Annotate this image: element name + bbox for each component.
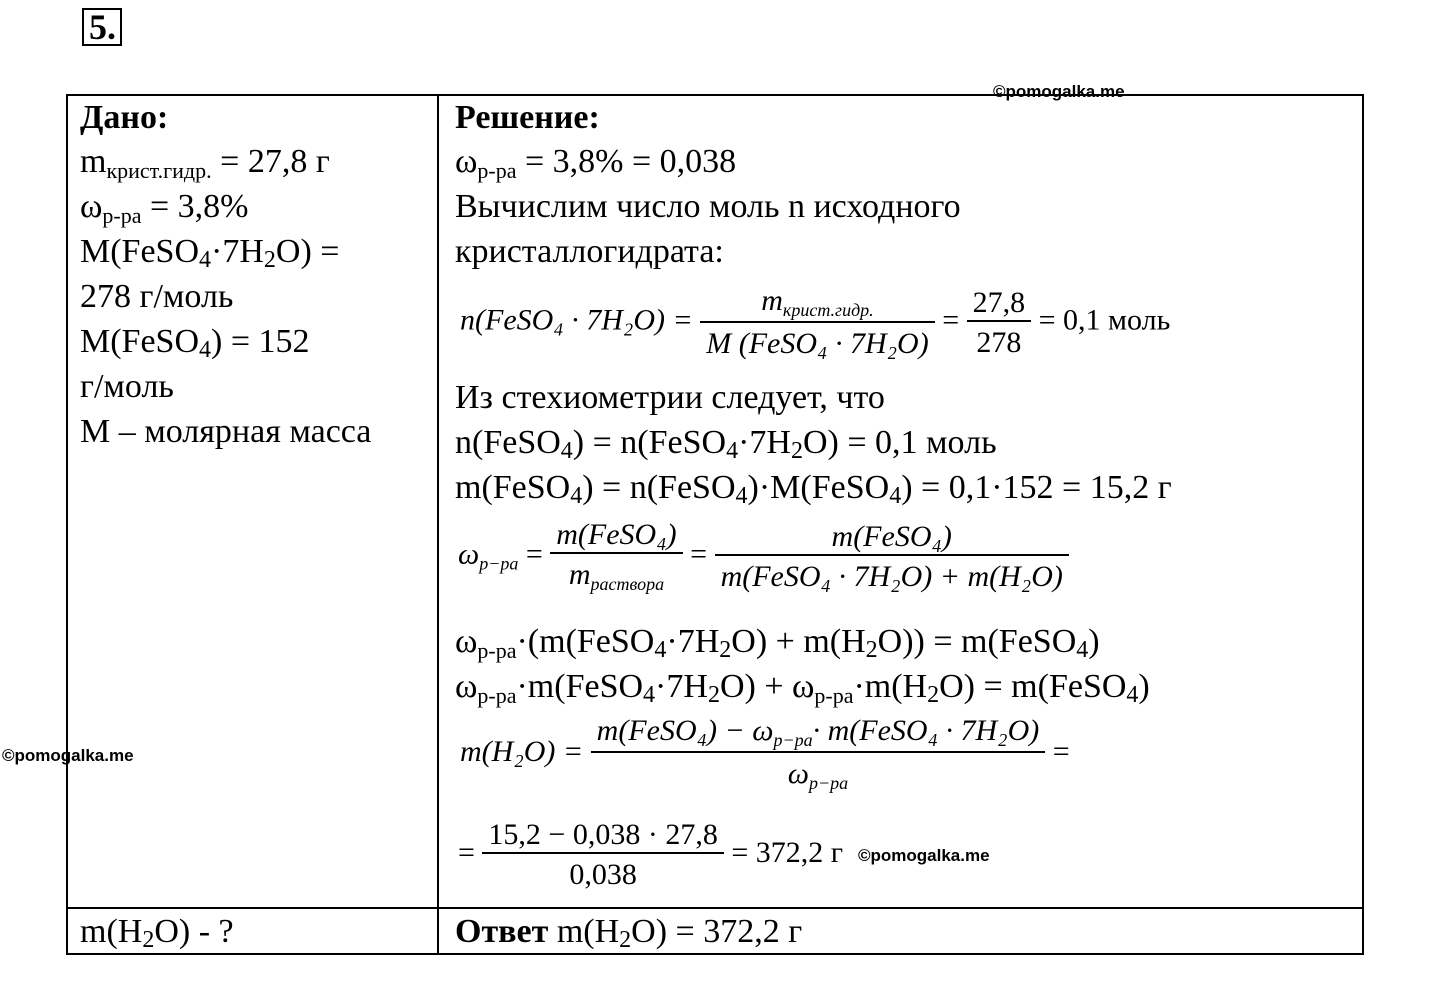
given-molar-hydrate: M(FeSO4·7H2O) = — [80, 233, 340, 273]
solution-equation-1: $\omega_{р-ра}\cdot(m(FeSO4\cdot 7H2O) + m(H2O))$ = m(FeSO4) — [455, 623, 1100, 663]
watermark-top: ©pomogalka.me — [993, 82, 1125, 101]
unknown-question: m(H2O) - ? — [80, 913, 234, 953]
solution-text-3: Из стехиометрии следует, что — [455, 379, 885, 416]
formula-water-result: = $\frac{15,2 - 0,038 \cdot 27,8}{0,038}$ = 372,2 г — [458, 818, 844, 891]
formula-moles: n(FeSO₄ · 7H₂O) = $m_{крист.гидр.}$ M (FeSO₄ · 7H₂O) = $\frac{27,8}{278}$ = 0,1 моль — [460, 284, 1171, 360]
formula-water-mass: m(H₂O) = m(FeSO₄) − $\omega_{р-ра}\cdot$ m(FeSO₄ · 7H₂O) $\omega_{р-ра}$ = — [460, 714, 1070, 793]
problem-number: 5. — [82, 8, 122, 46]
solution-text-2: кристаллогидрата: — [455, 233, 724, 270]
given-omega: $\omega_{р-ра} = 3,8\%$ — [80, 188, 249, 228]
formula-omega: $\omega_{р-ра}$ = m(FeSO₄) $m_{раствора}$ = m(FeSO₄) m(FeSO₄ · 7H₂O) + m(H₂O) — [458, 518, 1069, 595]
given-molar-feso4: M(FeSO4) = 152 — [80, 323, 310, 363]
given-molar-hydrate-value: 278 г/моль — [80, 278, 234, 315]
solution-omega: $\omega_{р-ра} = 3,8\% = 0,038$ — [455, 143, 737, 183]
row-divider — [66, 907, 1364, 909]
watermark-bottom: ©pomogalka.me — [858, 846, 990, 865]
given-header: Дано: — [80, 99, 169, 136]
given-molar-feso4-unit: г/моль — [80, 368, 174, 405]
watermark-left: ©pomogalka.me — [2, 746, 134, 765]
solution-text-1: Вычислим число моль n исходного — [455, 188, 961, 225]
given-note: M – молярная масса — [80, 413, 372, 450]
given-mass-hydrate: $m_{крист.гидр.} = 27,8$ г — [80, 143, 330, 183]
answer: Ответ m(H2O) = 372,2 г — [455, 913, 803, 953]
column-divider — [437, 94, 439, 955]
solution-mass-feso4: m(FeSO4) = n(FeSO4)·M(FeSO4) = 0,1·152 = 15,2 г — [455, 469, 1172, 509]
solution-moles-feso4: n(FeSO4) = n(FeSO4·7H2O) = 0,1 моль — [455, 424, 997, 464]
solution-header: Решение: — [455, 99, 600, 136]
solution-equation-2: $\omega_{р-ра}\cdot m(FeSO4\cdot 7H2O) + \omega_{р-ра}\cdot m(H2O)$ = m(FeSO4) — [455, 668, 1150, 708]
